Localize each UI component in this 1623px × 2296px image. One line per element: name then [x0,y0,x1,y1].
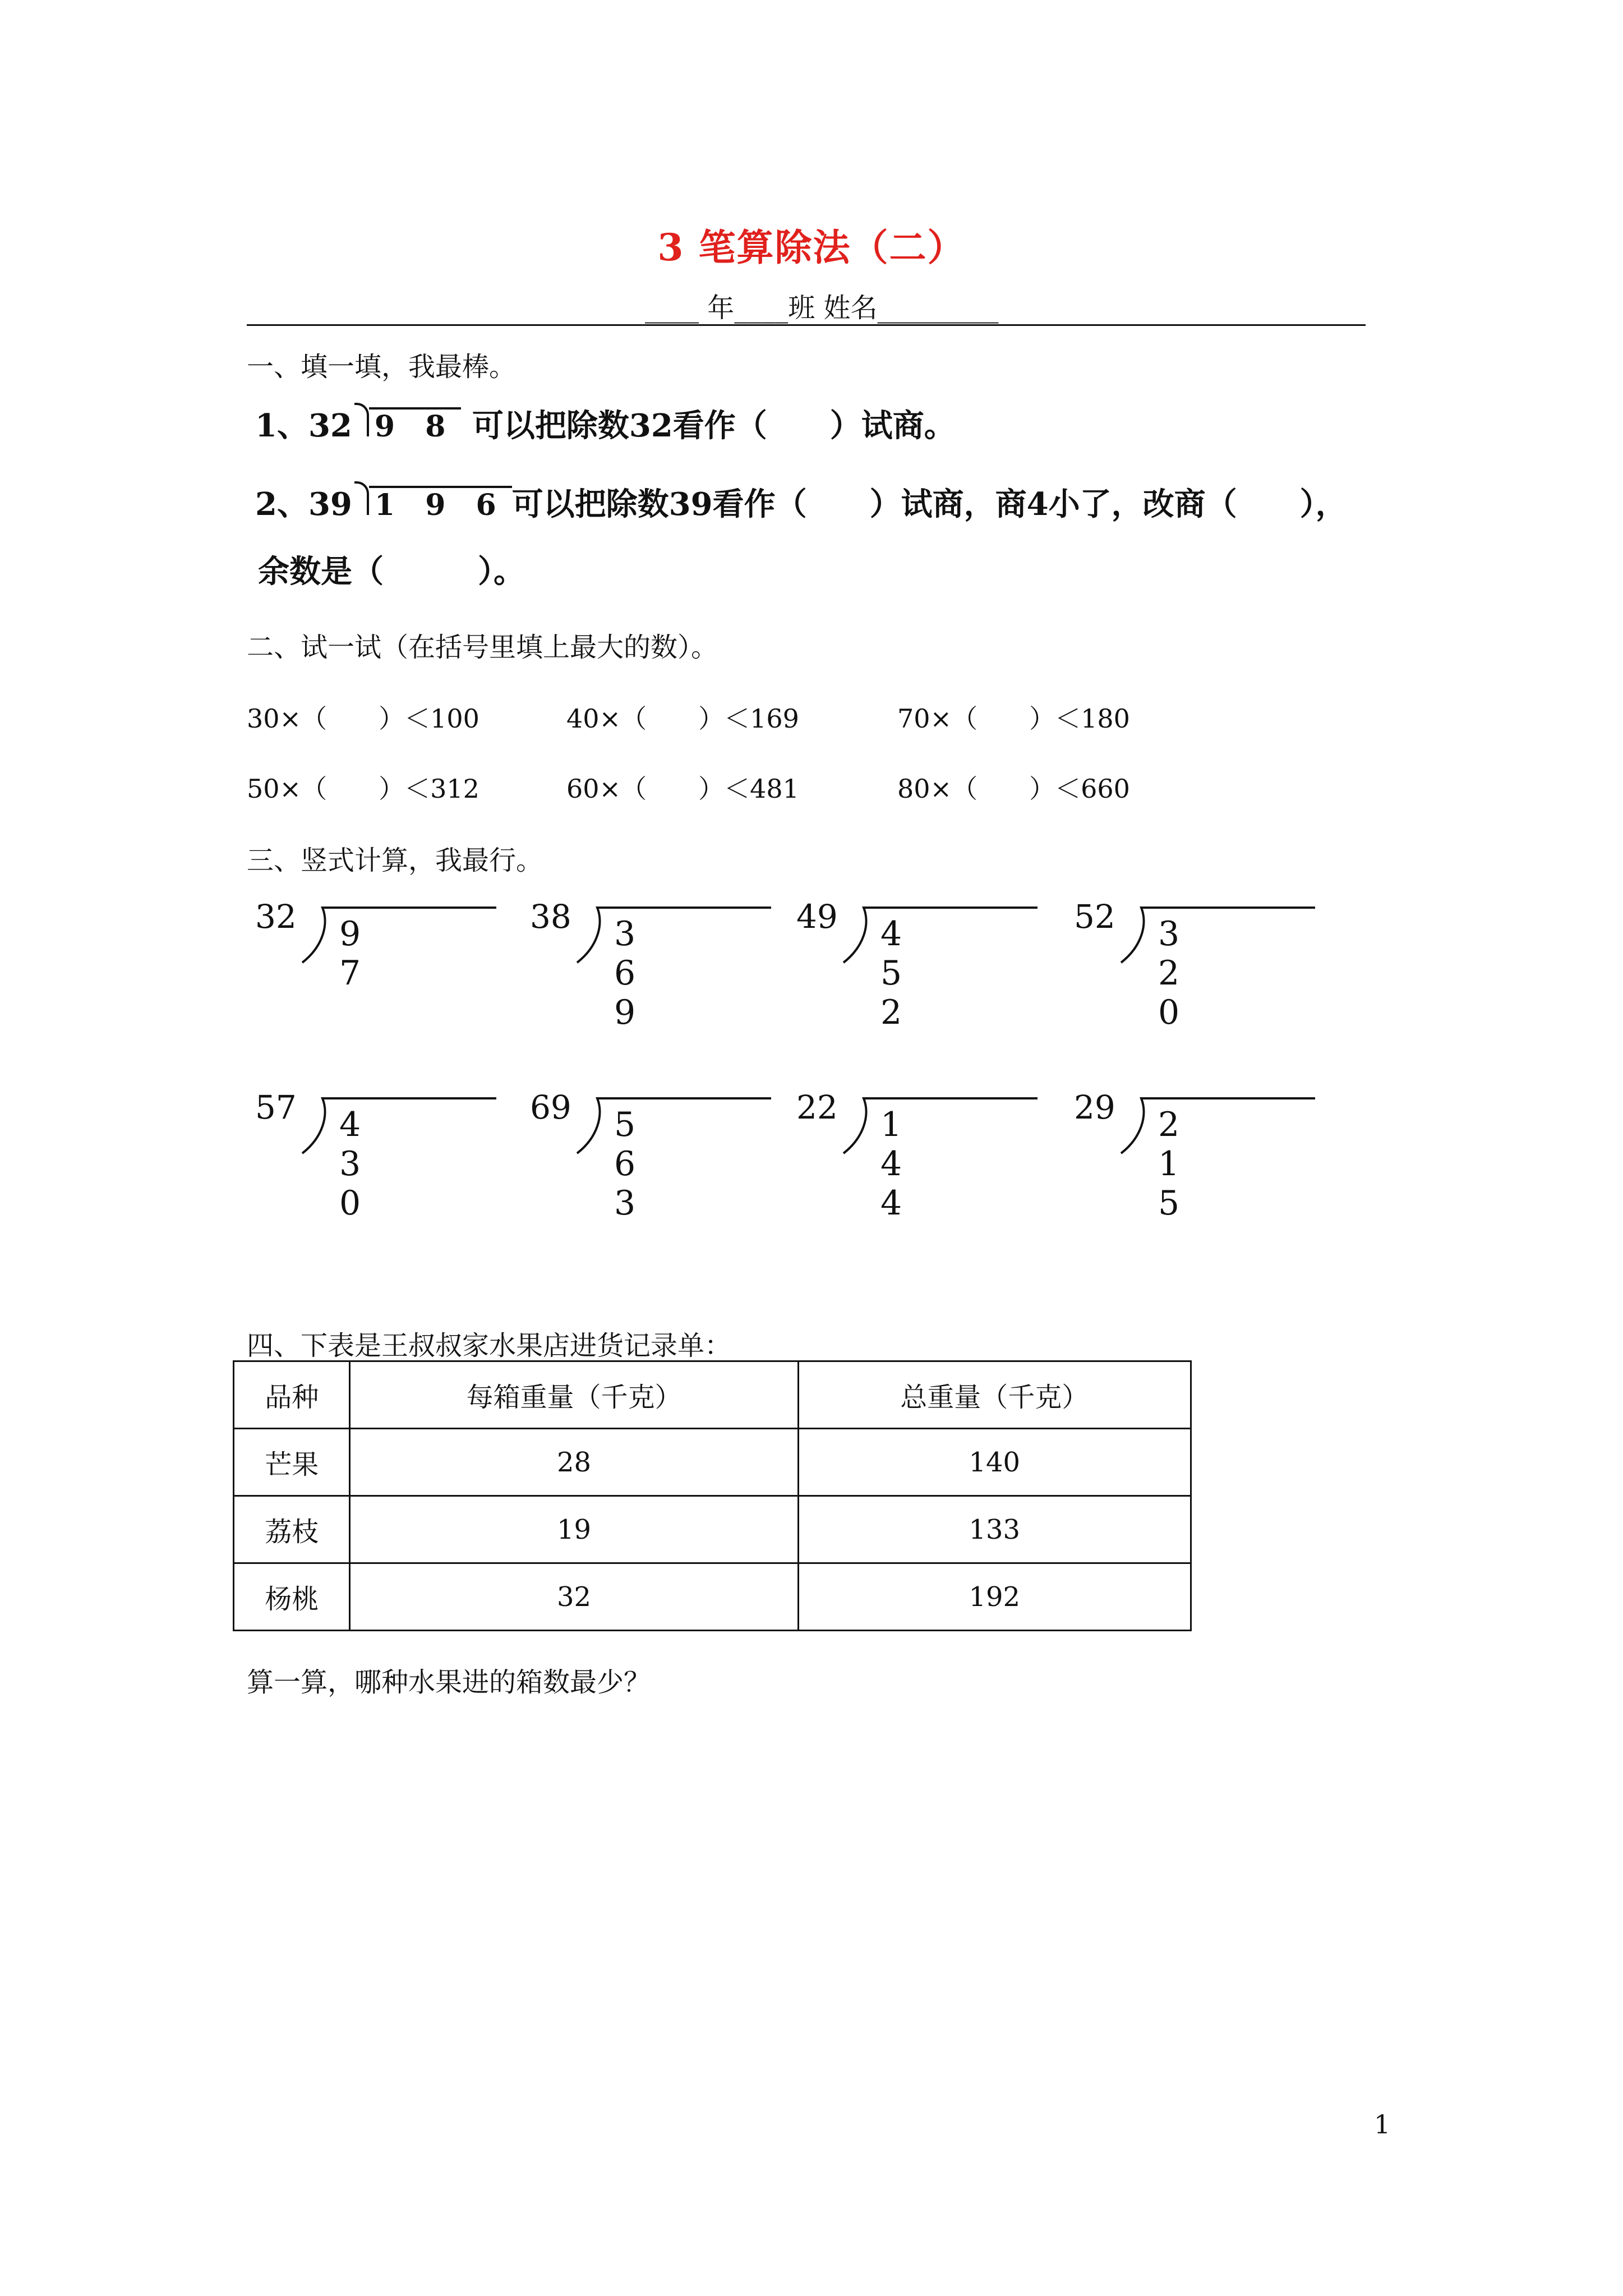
long-division-bracket [1119,1093,1321,1160]
table-cell: 192 [798,1563,1191,1631]
inequality-item: 40×（ ）＜169 [566,703,799,734]
long-division-bracket [300,902,502,969]
long-division-bracket [575,1093,777,1160]
inequality-item: 50×（ ）＜312 [247,774,479,804]
q1-text: 可以把除数32看作（ ）试商。 [472,407,956,444]
table-cell: 芒果 [234,1429,350,1496]
divisor: 38 [530,898,571,936]
dividend: 9 7 [339,914,378,993]
divisor: 49 [796,898,838,936]
dividend: 4 5 2 [880,914,919,1032]
q1-dividend: 9 8 [369,407,461,444]
long-division-bracket [575,902,777,969]
q2-text: 可以把除数39看作（ ）试商，商4小了，改商（ ）， [511,486,1347,523]
table-cell: 19 [350,1496,798,1563]
dividend: 2 1 5 [1158,1105,1197,1223]
q2 [255,480,1347,524]
table-cell: 28 [350,1429,798,1496]
divisor: 57 [255,1088,297,1126]
page-number: 1 [1374,2109,1391,2139]
long-division-bracket [841,902,1043,969]
dividend: 4 3 0 [339,1105,378,1223]
section1-heading: 一、填一填，我最棒。 [247,351,517,383]
table-cell: 32 [350,1563,798,1631]
division-bracket [354,403,369,436]
q1 [255,401,956,446]
section3-heading: 三、竖式计算，我最行。 [247,845,543,876]
table-row [234,1429,1191,1496]
section2-heading: 二、试一试（在括号里填上最大的数）。 [247,632,718,663]
inequality-item: 80×（ ）＜660 [897,774,1130,804]
inequality-item: 70×（ ）＜180 [897,703,1130,734]
long-division-bracket [1119,902,1321,969]
divisor: 69 [530,1088,571,1126]
division-bracket [354,481,369,515]
class-name-line: ____ 年____班 姓名_________ [645,292,999,324]
table-cell: 133 [798,1496,1191,1563]
divisor: 22 [796,1088,838,1126]
table-cell: 杨桃 [234,1563,350,1631]
divisor: 32 [255,898,297,936]
table-cell: 荔枝 [234,1496,350,1563]
page-title: 3 笔算除法（二） [657,226,966,269]
divisor: 29 [1074,1088,1115,1126]
dividend: 3 6 9 [614,914,653,1032]
column-header: 总重量（千克） [798,1361,1191,1429]
column-header: 每箱重量（千克） [350,1361,798,1429]
dividend: 3 2 0 [1158,914,1197,1032]
q2-dividend: 1 9 6 [369,486,512,522]
long-division-bracket [300,1093,502,1160]
dividend: 1 4 4 [880,1105,919,1223]
section4-heading: 四、下表是王叔叔家水果店进货记录单： [247,1330,732,1361]
header-divider [247,324,1366,326]
q2-tail: 余数是（ ）。 [258,553,525,590]
q1-prefix: 1、32 [255,407,352,444]
table-row [234,1496,1191,1563]
section4-question: 算一算，哪种水果进的箱数最少？ [247,1667,651,1698]
fruit-purchase-table [233,1360,1192,1631]
table-header-row [234,1361,1191,1429]
inequality-item: 30×（ ）＜100 [247,703,479,734]
divisor: 52 [1074,898,1115,936]
dividend: 5 6 3 [614,1105,653,1223]
table-row [234,1563,1191,1631]
table-cell: 140 [798,1429,1191,1496]
q2-prefix: 2、39 [255,486,352,523]
inequality-item: 60×（ ）＜481 [566,774,799,804]
column-header: 品种 [234,1361,350,1429]
long-division-bracket [841,1093,1043,1160]
